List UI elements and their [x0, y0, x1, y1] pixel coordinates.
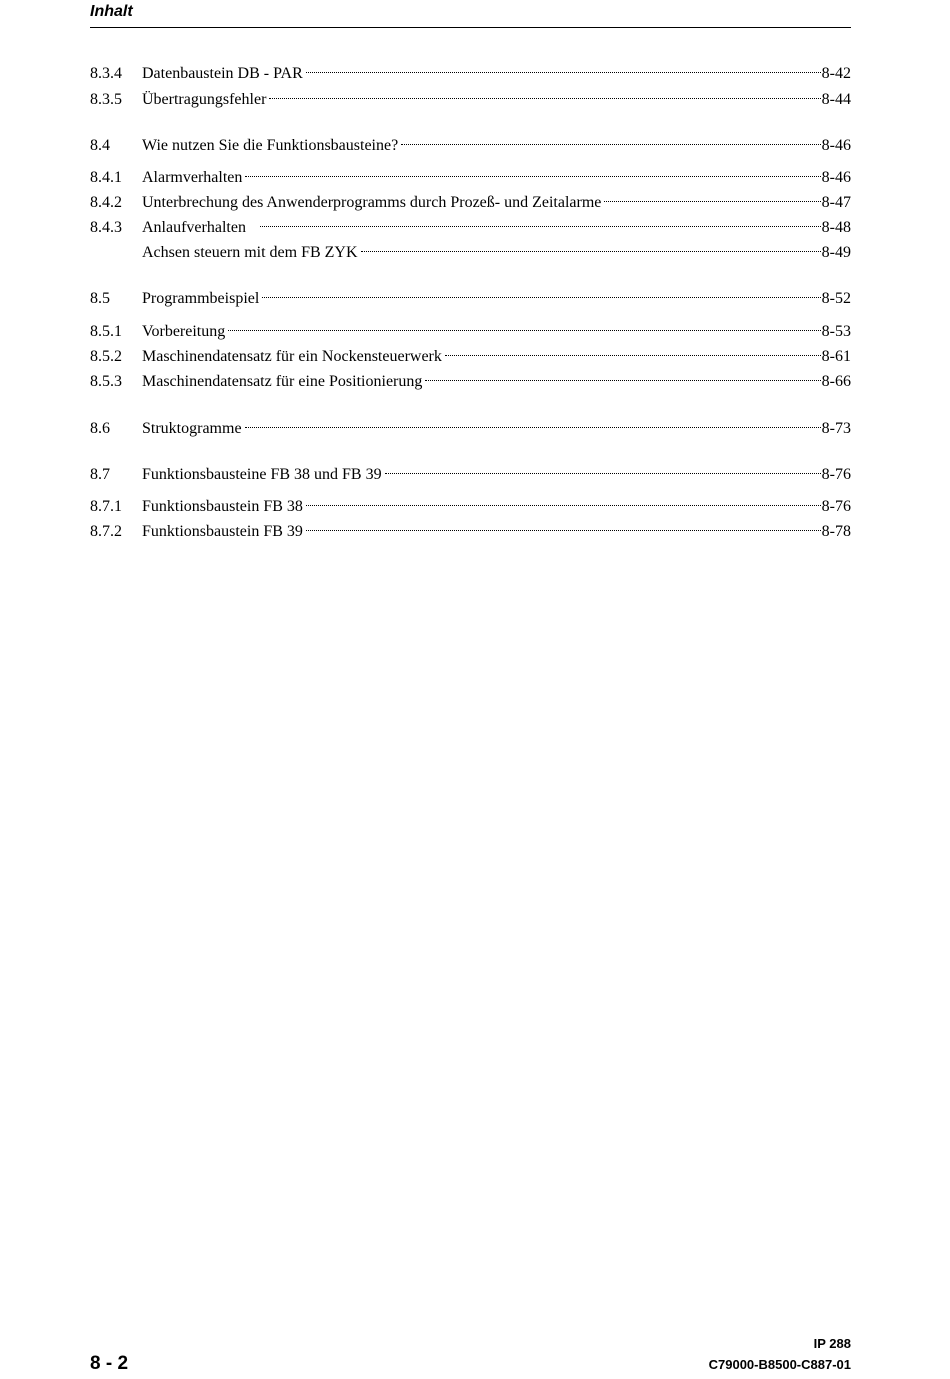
toc-leader [260, 226, 821, 227]
toc-page: 8-53 [821, 323, 851, 340]
toc-leader [269, 98, 820, 99]
toc-title: Datenbaustein DB - PAR [142, 65, 303, 82]
toc-page: 8-66 [821, 373, 851, 390]
toc-entry[interactable] [90, 135, 851, 157]
toc-page: 8-44 [821, 91, 851, 108]
toc-leader [604, 201, 820, 202]
toc-title: Funktionsbausteine FB 38 und FB 39 [142, 466, 382, 483]
page-number: 8 - 2 [90, 1353, 129, 1374]
toc-number: 8.4 [90, 137, 110, 154]
toc-number: 8.4.2 [90, 194, 122, 211]
toc-number: 8.5.2 [90, 348, 122, 365]
toc-entry[interactable] [90, 192, 851, 214]
toc-page: 8-46 [821, 137, 851, 154]
toc-page: 8-76 [821, 498, 851, 515]
toc-title: Unterbrechung des Anwenderprogramms durch Prozeß- und Zeitalarme [142, 194, 602, 211]
toc-leader [425, 380, 820, 381]
toc-leader [385, 473, 821, 474]
toc-number: 8.7.1 [90, 498, 122, 515]
toc-page: 8-47 [821, 194, 851, 211]
toc-title: Struktogramme [142, 420, 242, 437]
toc-title: Achsen steuern mit dem FB ZYK [142, 244, 358, 261]
toc-leader [245, 176, 820, 177]
running-header: Inhalt [90, 3, 133, 20]
toc-title: Alarmverhalten [142, 169, 243, 186]
toc-number: 8.5.1 [90, 323, 122, 340]
footer-order-number: C79000-B8500-C887-01 [708, 1357, 851, 1372]
toc-title: Funktionsbaustein FB 39 [142, 523, 303, 540]
toc-entry[interactable] [90, 63, 851, 85]
toc-page: 8-48 [821, 219, 851, 236]
toc-entry[interactable] [90, 418, 851, 440]
toc-title: Programmbeispiel [142, 290, 260, 307]
toc-entry[interactable] [90, 321, 851, 343]
toc-number: 8.4.1 [90, 169, 122, 186]
toc-page: 8-52 [821, 290, 851, 307]
toc-entry[interactable] [90, 464, 851, 486]
toc-leader [262, 297, 820, 298]
toc-number: 8.7 [90, 466, 110, 483]
toc-title: Maschinendatensatz für eine Positionierung [142, 373, 423, 390]
toc-title: Übertragungsfehler [142, 91, 267, 108]
toc-entry[interactable] [90, 242, 851, 264]
toc-number: 8.5 [90, 290, 110, 307]
toc-number: 8.3.5 [90, 91, 122, 108]
toc-leader [306, 72, 821, 73]
toc-page: 8-46 [821, 169, 851, 186]
toc-leader [401, 144, 820, 145]
toc-number: 8.4.3 [90, 219, 122, 236]
toc-leader [361, 251, 821, 252]
toc-leader [228, 330, 820, 331]
toc-page: 8-78 [821, 523, 851, 540]
toc-number: 8.6 [90, 420, 110, 437]
toc-number: 8.3.4 [90, 65, 122, 82]
toc-leader [445, 355, 821, 356]
toc-page: 8-49 [821, 244, 851, 261]
toc-entry[interactable] [90, 346, 851, 368]
toc-title: Funktionsbaustein FB 38 [142, 498, 303, 515]
toc-number: 8.7.2 [90, 523, 122, 540]
footer-product: IP 288 [813, 1336, 851, 1351]
toc-entry[interactable] [90, 217, 851, 239]
toc-leader [306, 505, 821, 506]
toc-page: 8-73 [821, 420, 851, 437]
toc-title: Wie nutzen Sie die Funktionsbausteine? [142, 137, 399, 154]
toc-entry[interactable] [90, 371, 851, 393]
toc-entry[interactable] [90, 89, 851, 111]
toc-leader [245, 427, 821, 428]
toc-title: Vorbereitung [142, 323, 226, 340]
toc-page: 8-76 [821, 466, 851, 483]
toc-entry[interactable] [90, 288, 851, 310]
toc-entry[interactable] [90, 521, 851, 543]
toc-page: 8-42 [821, 65, 851, 82]
toc-page: 8-61 [821, 348, 851, 365]
toc-entry[interactable] [90, 167, 851, 189]
toc-title: Maschinendatensatz für ein Nockensteuerwerk [142, 348, 442, 365]
toc-entry[interactable] [90, 496, 851, 518]
toc-number: 8.5.3 [90, 373, 122, 390]
toc-title: Anlaufverhalten [142, 219, 246, 236]
header-rule [90, 27, 851, 28]
toc-leader [306, 530, 821, 531]
